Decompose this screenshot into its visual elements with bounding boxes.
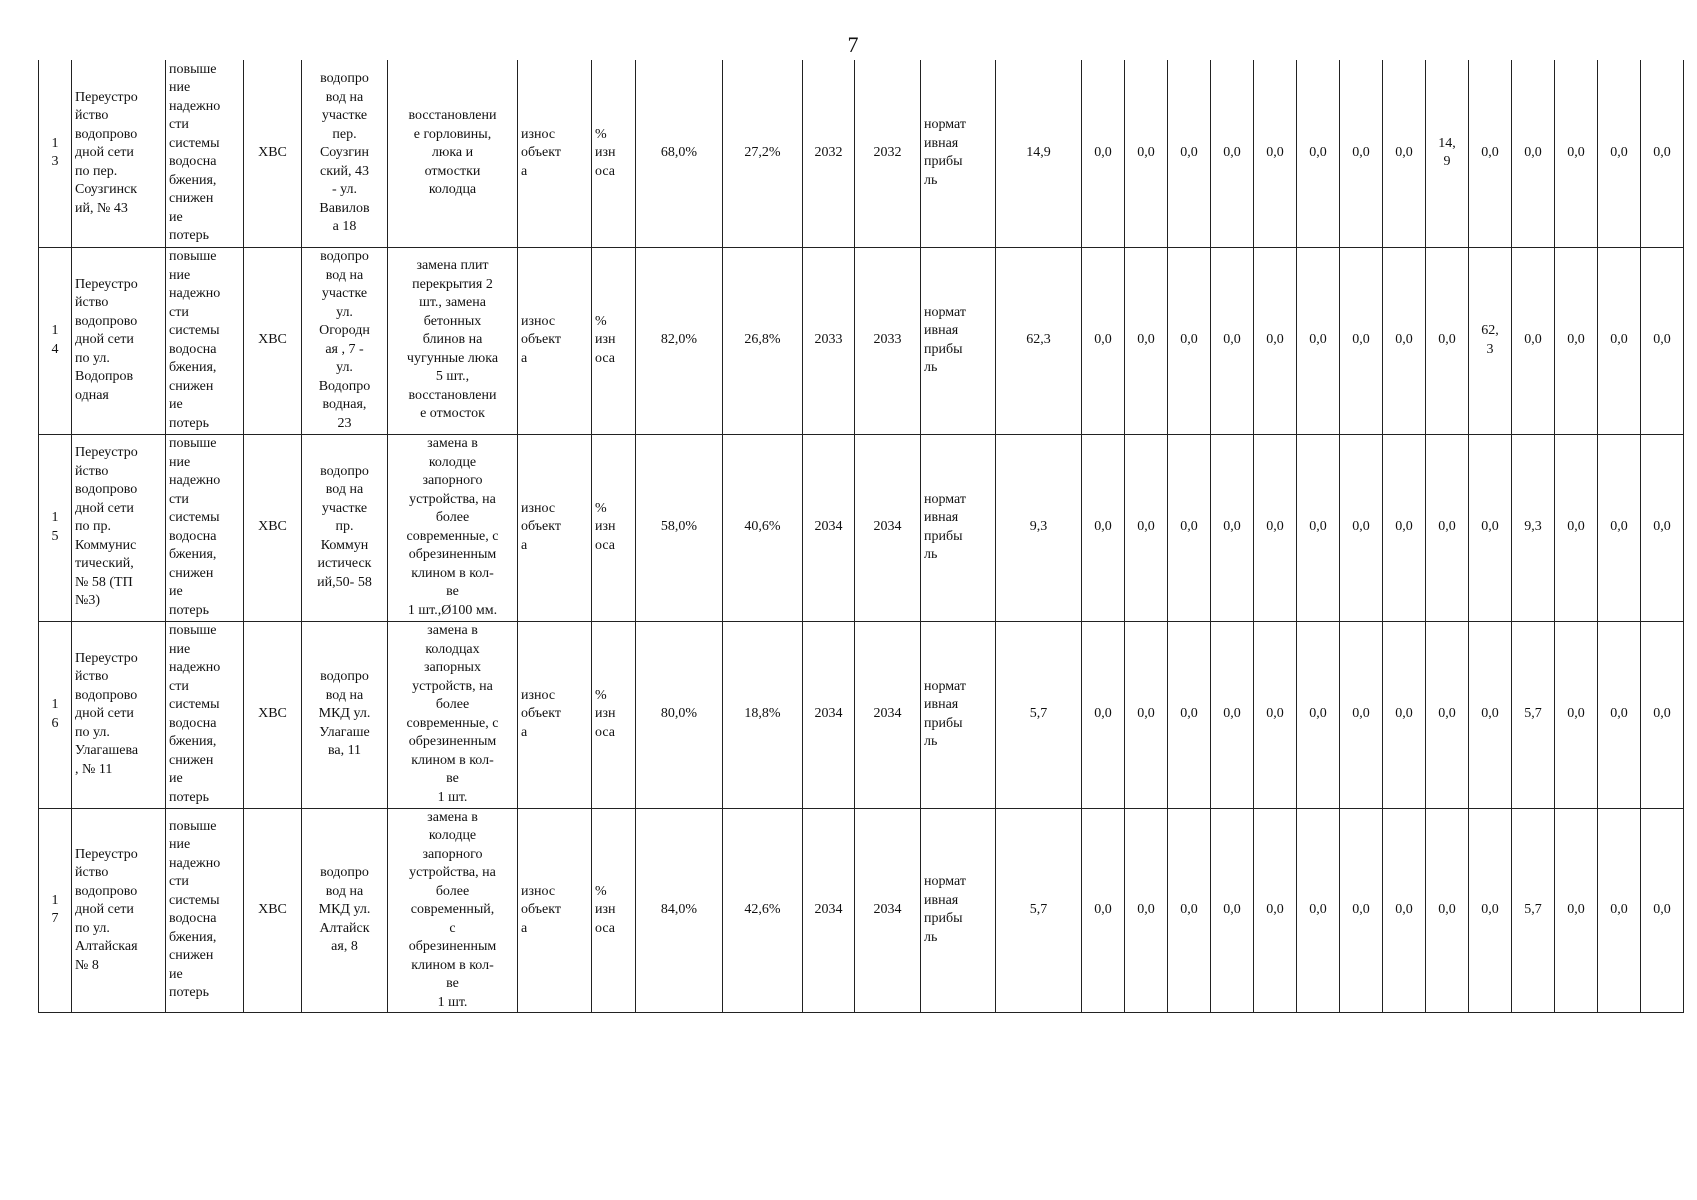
year-value-cell: 0,0 (1383, 247, 1426, 434)
year-value-cell: 0,0 (1641, 808, 1684, 1013)
unit-cell: % изн оса (592, 434, 636, 621)
wear-after-cell: 42,6% (723, 808, 803, 1013)
year-value-cell: 0,0 (1254, 434, 1297, 621)
year-value-cell: 0,0 (1512, 247, 1555, 434)
total-cost-cell: 5,7 (996, 621, 1082, 808)
year-value-cell: 0,0 (1426, 621, 1469, 808)
object-name-cell: Переустро йство водопрово дной сети по ул. Улагашева , № 11 (72, 621, 166, 808)
year-value-cell: 0,0 (1469, 434, 1512, 621)
year-value-cell: 0,0 (1641, 60, 1684, 247)
unit-cell: % изн оса (592, 247, 636, 434)
object-name-cell: Переустро йство водопрово дной сети по ул. Алтайская № 8 (72, 808, 166, 1013)
year-value-cell: 0,0 (1469, 60, 1512, 247)
criterion-cell: износ объект а (518, 621, 592, 808)
location-cell: водопро вод на участке ул. Огородн ая , 7 - ул. Водопро водная, 23 (302, 247, 388, 434)
object-name-cell: Переустро йство водопрово дной сети по пр. Коммунис тический, № 58 (ТП №3) (72, 434, 166, 621)
criterion-cell: износ объект а (518, 808, 592, 1013)
row-number-cell: 1 3 (39, 60, 72, 247)
year-start-cell: 2033 (803, 247, 855, 434)
system-type-cell: ХВС (244, 247, 302, 434)
year-value-cell: 0,0 (1340, 434, 1383, 621)
year-value-cell: 0,0 (1426, 808, 1469, 1013)
year-value-cell: 0,0 (1598, 434, 1641, 621)
criterion-cell: износ объект а (518, 434, 592, 621)
funding-source-cell: нормат ивная прибы ль (921, 60, 996, 247)
system-type-cell: ХВС (244, 60, 302, 247)
criterion-cell: износ объект а (518, 247, 592, 434)
works-description-cell: восстановлени е горловины, люка и отмостки колодца (388, 60, 518, 247)
year-value-cell: 0,0 (1082, 60, 1125, 247)
year-start-cell: 2034 (803, 434, 855, 621)
wear-after-cell: 26,8% (723, 247, 803, 434)
year-value-cell: 0,0 (1125, 247, 1168, 434)
investment-table (38, 60, 1684, 1013)
wear-before-cell: 80,0% (636, 621, 723, 808)
year-value-cell: 9,3 (1512, 434, 1555, 621)
location-cell: водопро вод на МКД ул. Улагаше ва, 11 (302, 621, 388, 808)
year-end-cell: 2033 (855, 247, 921, 434)
total-cost-cell: 62,3 (996, 247, 1082, 434)
year-value-cell: 0,0 (1340, 247, 1383, 434)
year-value-cell: 5,7 (1512, 808, 1555, 1013)
year-value-cell: 0,0 (1168, 60, 1211, 247)
system-type-cell: ХВС (244, 434, 302, 621)
goal-cell: повыше ние надежно сти системы водосна бжения, снижен ие потерь (166, 60, 244, 247)
goal-cell: повыше ние надежно сти системы водосна бжения, снижен ие потерь (166, 808, 244, 1013)
year-value-cell: 0,0 (1340, 808, 1383, 1013)
row-number-cell: 1 6 (39, 621, 72, 808)
unit-cell: % изн оса (592, 60, 636, 247)
wear-after-cell: 27,2% (723, 60, 803, 247)
total-cost-cell: 5,7 (996, 808, 1082, 1013)
year-value-cell: 0,0 (1469, 808, 1512, 1013)
year-value-cell: 5,7 (1512, 621, 1555, 808)
year-start-cell: 2034 (803, 621, 855, 808)
year-value-cell: 0,0 (1125, 621, 1168, 808)
year-value-cell: 0,0 (1598, 621, 1641, 808)
year-value-cell: 0,0 (1082, 434, 1125, 621)
goal-cell: повыше ние надежно сти системы водосна бжения, снижен ие потерь (166, 434, 244, 621)
table-row (39, 434, 1684, 621)
wear-after-cell: 18,8% (723, 621, 803, 808)
year-value-cell: 0,0 (1082, 247, 1125, 434)
year-value-cell: 62, 3 (1469, 247, 1512, 434)
works-description-cell: замена плит перекрытия 2 шт., замена бетонных блинов на чугунные люка 5 шт., восстановлени е отмосток (388, 247, 518, 434)
year-value-cell: 0,0 (1641, 247, 1684, 434)
year-value-cell: 0,0 (1383, 621, 1426, 808)
year-value-cell: 0,0 (1082, 621, 1125, 808)
year-value-cell: 0,0 (1125, 808, 1168, 1013)
year-start-cell: 2034 (803, 808, 855, 1013)
year-value-cell: 0,0 (1297, 621, 1340, 808)
year-value-cell: 0,0 (1426, 434, 1469, 621)
year-end-cell: 2032 (855, 60, 921, 247)
year-value-cell: 0,0 (1168, 247, 1211, 434)
year-start-cell: 2032 (803, 60, 855, 247)
year-value-cell: 0,0 (1125, 434, 1168, 621)
object-name-cell: Переустро йство водопрово дной сети по ул. Водопров одная (72, 247, 166, 434)
year-value-cell: 0,0 (1211, 808, 1254, 1013)
wear-before-cell: 82,0% (636, 247, 723, 434)
wear-after-cell: 40,6% (723, 434, 803, 621)
year-value-cell: 0,0 (1555, 60, 1598, 247)
unit-cell: % изн оса (592, 621, 636, 808)
year-value-cell: 0,0 (1340, 60, 1383, 247)
year-value-cell: 0,0 (1254, 60, 1297, 247)
table-row (39, 60, 1684, 247)
row-number-cell: 1 4 (39, 247, 72, 434)
table-row (39, 621, 1684, 808)
year-value-cell: 0,0 (1297, 247, 1340, 434)
funding-source-cell: нормат ивная прибы ль (921, 621, 996, 808)
unit-cell: % изн оса (592, 808, 636, 1013)
year-value-cell: 0,0 (1254, 247, 1297, 434)
year-value-cell: 0,0 (1555, 621, 1598, 808)
page-number: 7 (847, 32, 859, 57)
year-value-cell: 0,0 (1641, 621, 1684, 808)
funding-source-cell: нормат ивная прибы ль (921, 434, 996, 621)
year-value-cell: 0,0 (1254, 621, 1297, 808)
works-description-cell: замена в колодцах запорных устройств, на более современные, с обрезиненным клином в кол- ве 1 шт. (388, 621, 518, 808)
year-value-cell: 0,0 (1168, 434, 1211, 621)
wear-before-cell: 58,0% (636, 434, 723, 621)
works-description-cell: замена в колодце запорного устройства, на более современные, с обрезиненным клином в кол- ве 1 шт.,Ø100 мм. (388, 434, 518, 621)
year-value-cell: 0,0 (1598, 247, 1641, 434)
year-value-cell: 14, 9 (1426, 60, 1469, 247)
year-value-cell: 0,0 (1168, 621, 1211, 808)
year-value-cell: 0,0 (1297, 808, 1340, 1013)
year-value-cell: 0,0 (1555, 434, 1598, 621)
table-row (39, 247, 1684, 434)
year-value-cell: 0,0 (1555, 247, 1598, 434)
row-number-cell: 1 7 (39, 808, 72, 1013)
year-value-cell: 0,0 (1211, 434, 1254, 621)
criterion-cell: износ объект а (518, 60, 592, 247)
year-value-cell: 0,0 (1383, 808, 1426, 1013)
year-value-cell: 0,0 (1082, 808, 1125, 1013)
year-value-cell: 0,0 (1383, 434, 1426, 621)
funding-source-cell: нормат ивная прибы ль (921, 808, 996, 1013)
year-value-cell: 0,0 (1211, 247, 1254, 434)
year-value-cell: 0,0 (1598, 808, 1641, 1013)
system-type-cell: ХВС (244, 808, 302, 1013)
year-value-cell: 0,0 (1297, 434, 1340, 621)
year-end-cell: 2034 (855, 621, 921, 808)
system-type-cell: ХВС (244, 621, 302, 808)
table-row (39, 808, 1684, 1013)
year-value-cell: 0,0 (1555, 808, 1598, 1013)
location-cell: водопро вод на участке пр. Коммун истическ ий,50- 58 (302, 434, 388, 621)
year-value-cell: 0,0 (1469, 621, 1512, 808)
year-value-cell: 0,0 (1598, 60, 1641, 247)
wear-before-cell: 68,0% (636, 60, 723, 247)
goal-cell: повыше ние надежно сти системы водосна бжения, снижен ие потерь (166, 621, 244, 808)
goal-cell: повыше ние надежно сти системы водосна бжения, снижен ие потерь (166, 247, 244, 434)
year-value-cell: 0,0 (1211, 60, 1254, 247)
row-number-cell: 1 5 (39, 434, 72, 621)
year-value-cell: 0,0 (1297, 60, 1340, 247)
total-cost-cell: 14,9 (996, 60, 1082, 247)
year-value-cell: 0,0 (1168, 808, 1211, 1013)
location-cell: водопро вод на участке пер. Соузгин ский, 43 - ул. Вавилов а 18 (302, 60, 388, 247)
year-value-cell: 0,0 (1512, 60, 1555, 247)
year-end-cell: 2034 (855, 808, 921, 1013)
year-value-cell: 0,0 (1426, 247, 1469, 434)
year-end-cell: 2034 (855, 434, 921, 621)
wear-before-cell: 84,0% (636, 808, 723, 1013)
year-value-cell: 0,0 (1211, 621, 1254, 808)
year-value-cell: 0,0 (1125, 60, 1168, 247)
location-cell: водопро вод на МКД ул. Алтайск ая, 8 (302, 808, 388, 1013)
year-value-cell: 0,0 (1254, 808, 1297, 1013)
total-cost-cell: 9,3 (996, 434, 1082, 621)
works-description-cell: замена в колодце запорного устройства, на более современный, с обрезиненным клином в кол- ве 1 шт. (388, 808, 518, 1013)
year-value-cell: 0,0 (1383, 60, 1426, 247)
year-value-cell: 0,0 (1641, 434, 1684, 621)
year-value-cell: 0,0 (1340, 621, 1383, 808)
funding-source-cell: нормат ивная прибы ль (921, 247, 996, 434)
object-name-cell: Переустро йство водопрово дной сети по пер. Соузгинск ий, № 43 (72, 60, 166, 247)
